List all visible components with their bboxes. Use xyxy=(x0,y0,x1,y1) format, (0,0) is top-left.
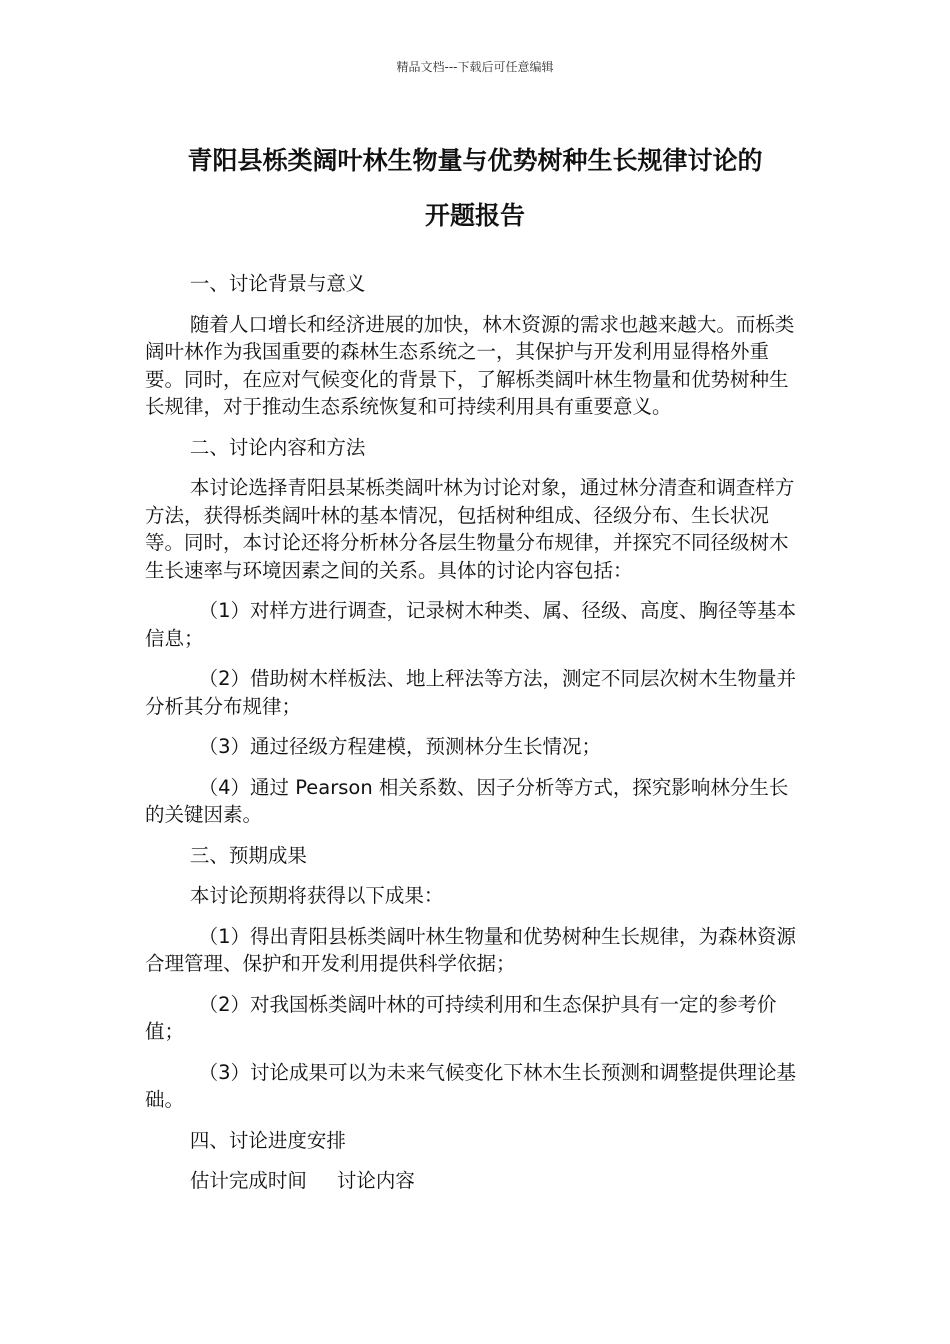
list-item: （3）讨论成果可以为未来气候变化下林木生长预测和调整提供理论基础。 xyxy=(145,1060,797,1111)
list-item: （1）得出青阳县栎类阔叶林生物量和优势树种生长规律，为森林资源合理管理、保护和开发利用提供科学依据； xyxy=(145,924,797,975)
section-heading-expected-results: 三、预期成果 xyxy=(189,843,307,867)
paragraph-content-methods: 本讨论选择青阳县某栎类阔叶林为讨论对象，通过林分清查和调查样方方法，获得栎类阔叶林的基本情况，包括树种组成、径级分布、生长状况等。同时，本讨论还将分析林分各层生物量分布规律，并探究不同径级树木生长速率与环境因素之间的关系。具体的讨论内容包括： xyxy=(145,476,795,582)
paragraph-expected-results: 本讨论预期将获得以下成果： xyxy=(189,884,444,907)
paragraph-background: 随着人口增长和经济进展的加快，林木资源的需求也越来越大。而栎类阔叶林作为我国重要的森林生态系统之一，其保护与开发利用显得格外重要。同时，在应对气候变化的背景下，了解栎类阔叶林生物量和优势树种生长规律，对于推动生态系统恢复和可持续利用具有重要意义。 xyxy=(145,312,795,418)
list-item: （1）对样方进行调查，记录树木种类、属、径级、高度、胸径等基本信息； xyxy=(145,599,797,650)
section-heading-background: 一、讨论背景与意义 xyxy=(189,272,366,295)
section-heading-content-methods: 二、讨论内容和方法 xyxy=(189,435,366,459)
list-item: （2）借助树木样板法、地上秤法等方法，测定不同层次树木生物量并分析其分布规律； xyxy=(145,667,797,718)
list-item: （2）对我国栎类阔叶林的可持续利用和生态保护具有一定的参考价值； xyxy=(145,992,777,1043)
document-title xyxy=(140,133,810,243)
schedule-col-content: 讨论内容 xyxy=(336,1169,415,1192)
list-item: （3）通过径级方程建模，预测林分生长情况； xyxy=(198,735,602,758)
header-note: 精品文档---下载后可任意编辑 xyxy=(396,60,554,74)
list-item: （4）通过 Pearson 相关系数、因子分析等方式，探究影响林分生长的关键因素。 xyxy=(145,775,789,826)
section-heading-schedule: 四、讨论进度安排 xyxy=(189,1128,346,1152)
schedule-header-row xyxy=(190,1167,807,1195)
title-line-2: 开题报告 xyxy=(424,201,525,230)
schedule-col-time: 估计完成时间 xyxy=(189,1169,307,1192)
title-line-1: 青阳县栎类阔叶林生物量与优势树种生长规律讨论的 xyxy=(187,146,763,175)
document-body xyxy=(145,270,807,1195)
